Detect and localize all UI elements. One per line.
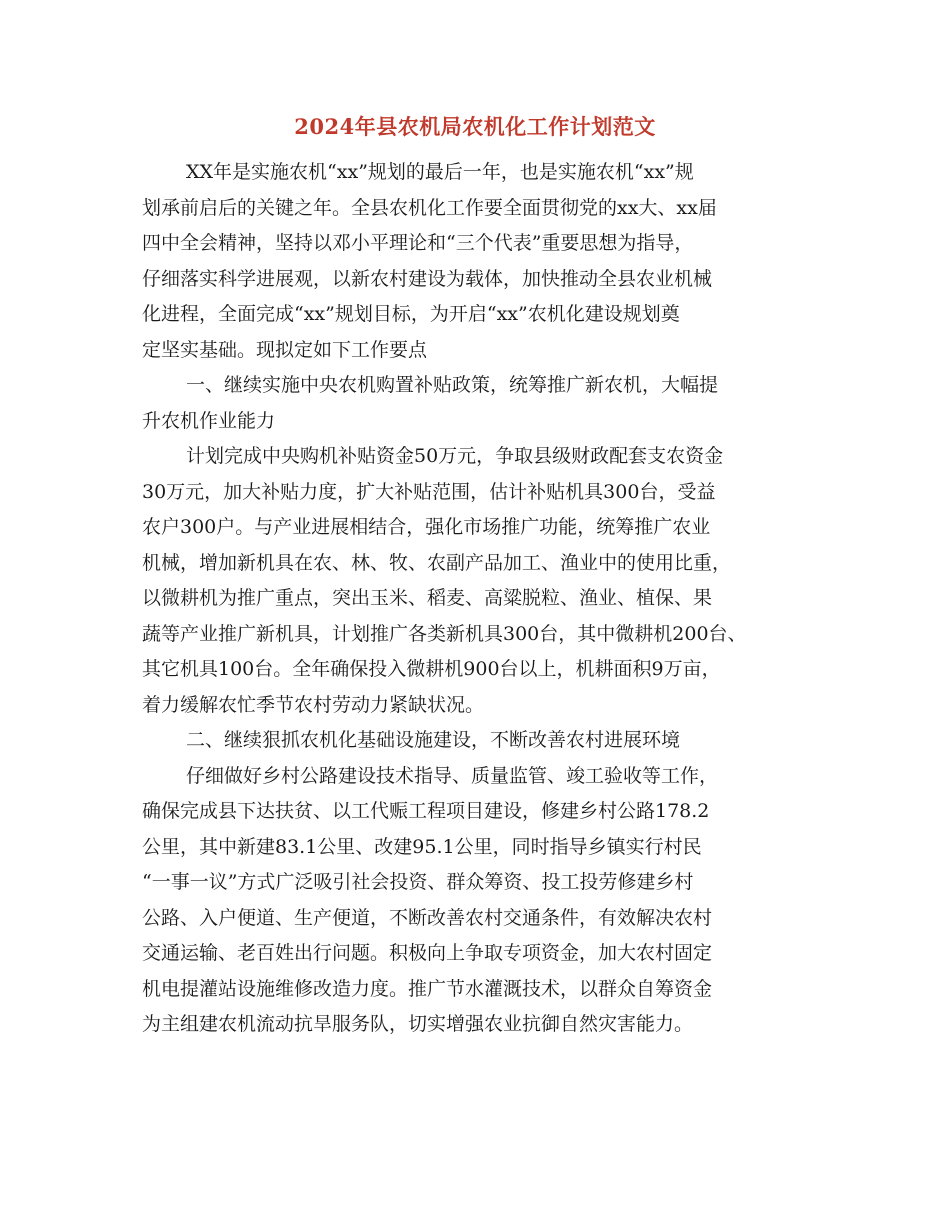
text-line: 公路、入户便道、生产便道，不断改善农村交通条件，有效解决农村 [142, 906, 713, 929]
paragraph [142, 759, 822, 1043]
text-line: 交通运输、老百姓出行问题。积极向上争取专项资金，加大农村固定 [142, 942, 713, 964]
paragraph [142, 723, 822, 759]
text-line: 机电提灌站设施维修改造力度。推广节水灌溉技术，以群众自筹资金 [142, 977, 713, 1000]
text-line: 二、继续狠抓农机化基础设施建设，不断改善农村进展环境 [186, 729, 681, 751]
text-line: 确保完成县下达扶贫、以工代赈工程项目建设，修建乡村公路178.2 [142, 800, 710, 822]
text-line: 四中全会精神，坚持以邓小平理论和“三个代表”重要思想为指导， [142, 232, 694, 254]
text-line: 定坚实基础。现拟定如下工作要点 [142, 338, 428, 361]
text-line: 仔细做好乡村公路建设技术指导、质量监管、竣工验收等工作， [186, 764, 719, 787]
text-line: 以微耕机为推广重点，突出玉米、稻麦、高粱脱粒、渔业、植保、果 [142, 587, 713, 609]
text-line: 其它机具100台。全年确保投入微耕机900台以上，机耕面积9万亩， [142, 658, 721, 680]
paragraph [142, 439, 822, 723]
document-body [142, 155, 822, 1043]
text-line: 公里，其中新建83.1公里、改建95.1公里，同时指导乡镇实行村民 [142, 835, 702, 858]
text-line: 计划完成中央购机补贴资金50万元，争取县级财政配套支农资金 [186, 445, 724, 467]
text-line: 蔬等产业推广新机具，计划推广各类新机具300台，其中微耕机200台、 [142, 622, 747, 645]
text-line: 农户300户。与产业进展相结合，强化市场推广功能，统筹推广农业 [142, 516, 711, 538]
text-line: “一事一议”方式广泛吸引社会投资、群众筹资、投工投劳修建乡村 [142, 871, 694, 893]
text-line: 30万元，加大补贴力度，扩大补贴范围，估计补贴机具300台，受益 [142, 480, 716, 503]
text-line: 升农机作业能力 [142, 409, 276, 432]
paragraph [142, 155, 822, 368]
text-line: 机械，增加新机具在农、林、牧、农副产品加工、渔业中的使用比重， [142, 551, 732, 574]
paragraph [142, 368, 822, 439]
text-line: 一、继续实施中央农机购置补贴政策，统筹推广新农机，大幅提 [186, 374, 719, 396]
text-line: 为主组建农机流动抗旱服务队，切实增强农业抗御自然灾害能力。 [142, 1013, 694, 1035]
text-line: 着力缓解农忙季节农村劳动力紧缺状况。 [142, 693, 485, 716]
text-line: 划承前启后的关键之年。全县农机化工作要全面贯彻党的xx大、xx届 [142, 196, 717, 219]
text-line: XX年是实施农机“xx”规划的最后一年，也是实施农机“xx”规 [186, 161, 694, 183]
document-title: 2024年县农机局农机化工作计划范文 [294, 114, 656, 139]
text-line: 化进程，全面完成“xx”规划目标，为开启“xx”农机化建设规划奠 [142, 303, 680, 325]
text-line: 仔细落实科学进展观，以新农村建设为载体，加快推动全县农业机械 [142, 267, 713, 290]
